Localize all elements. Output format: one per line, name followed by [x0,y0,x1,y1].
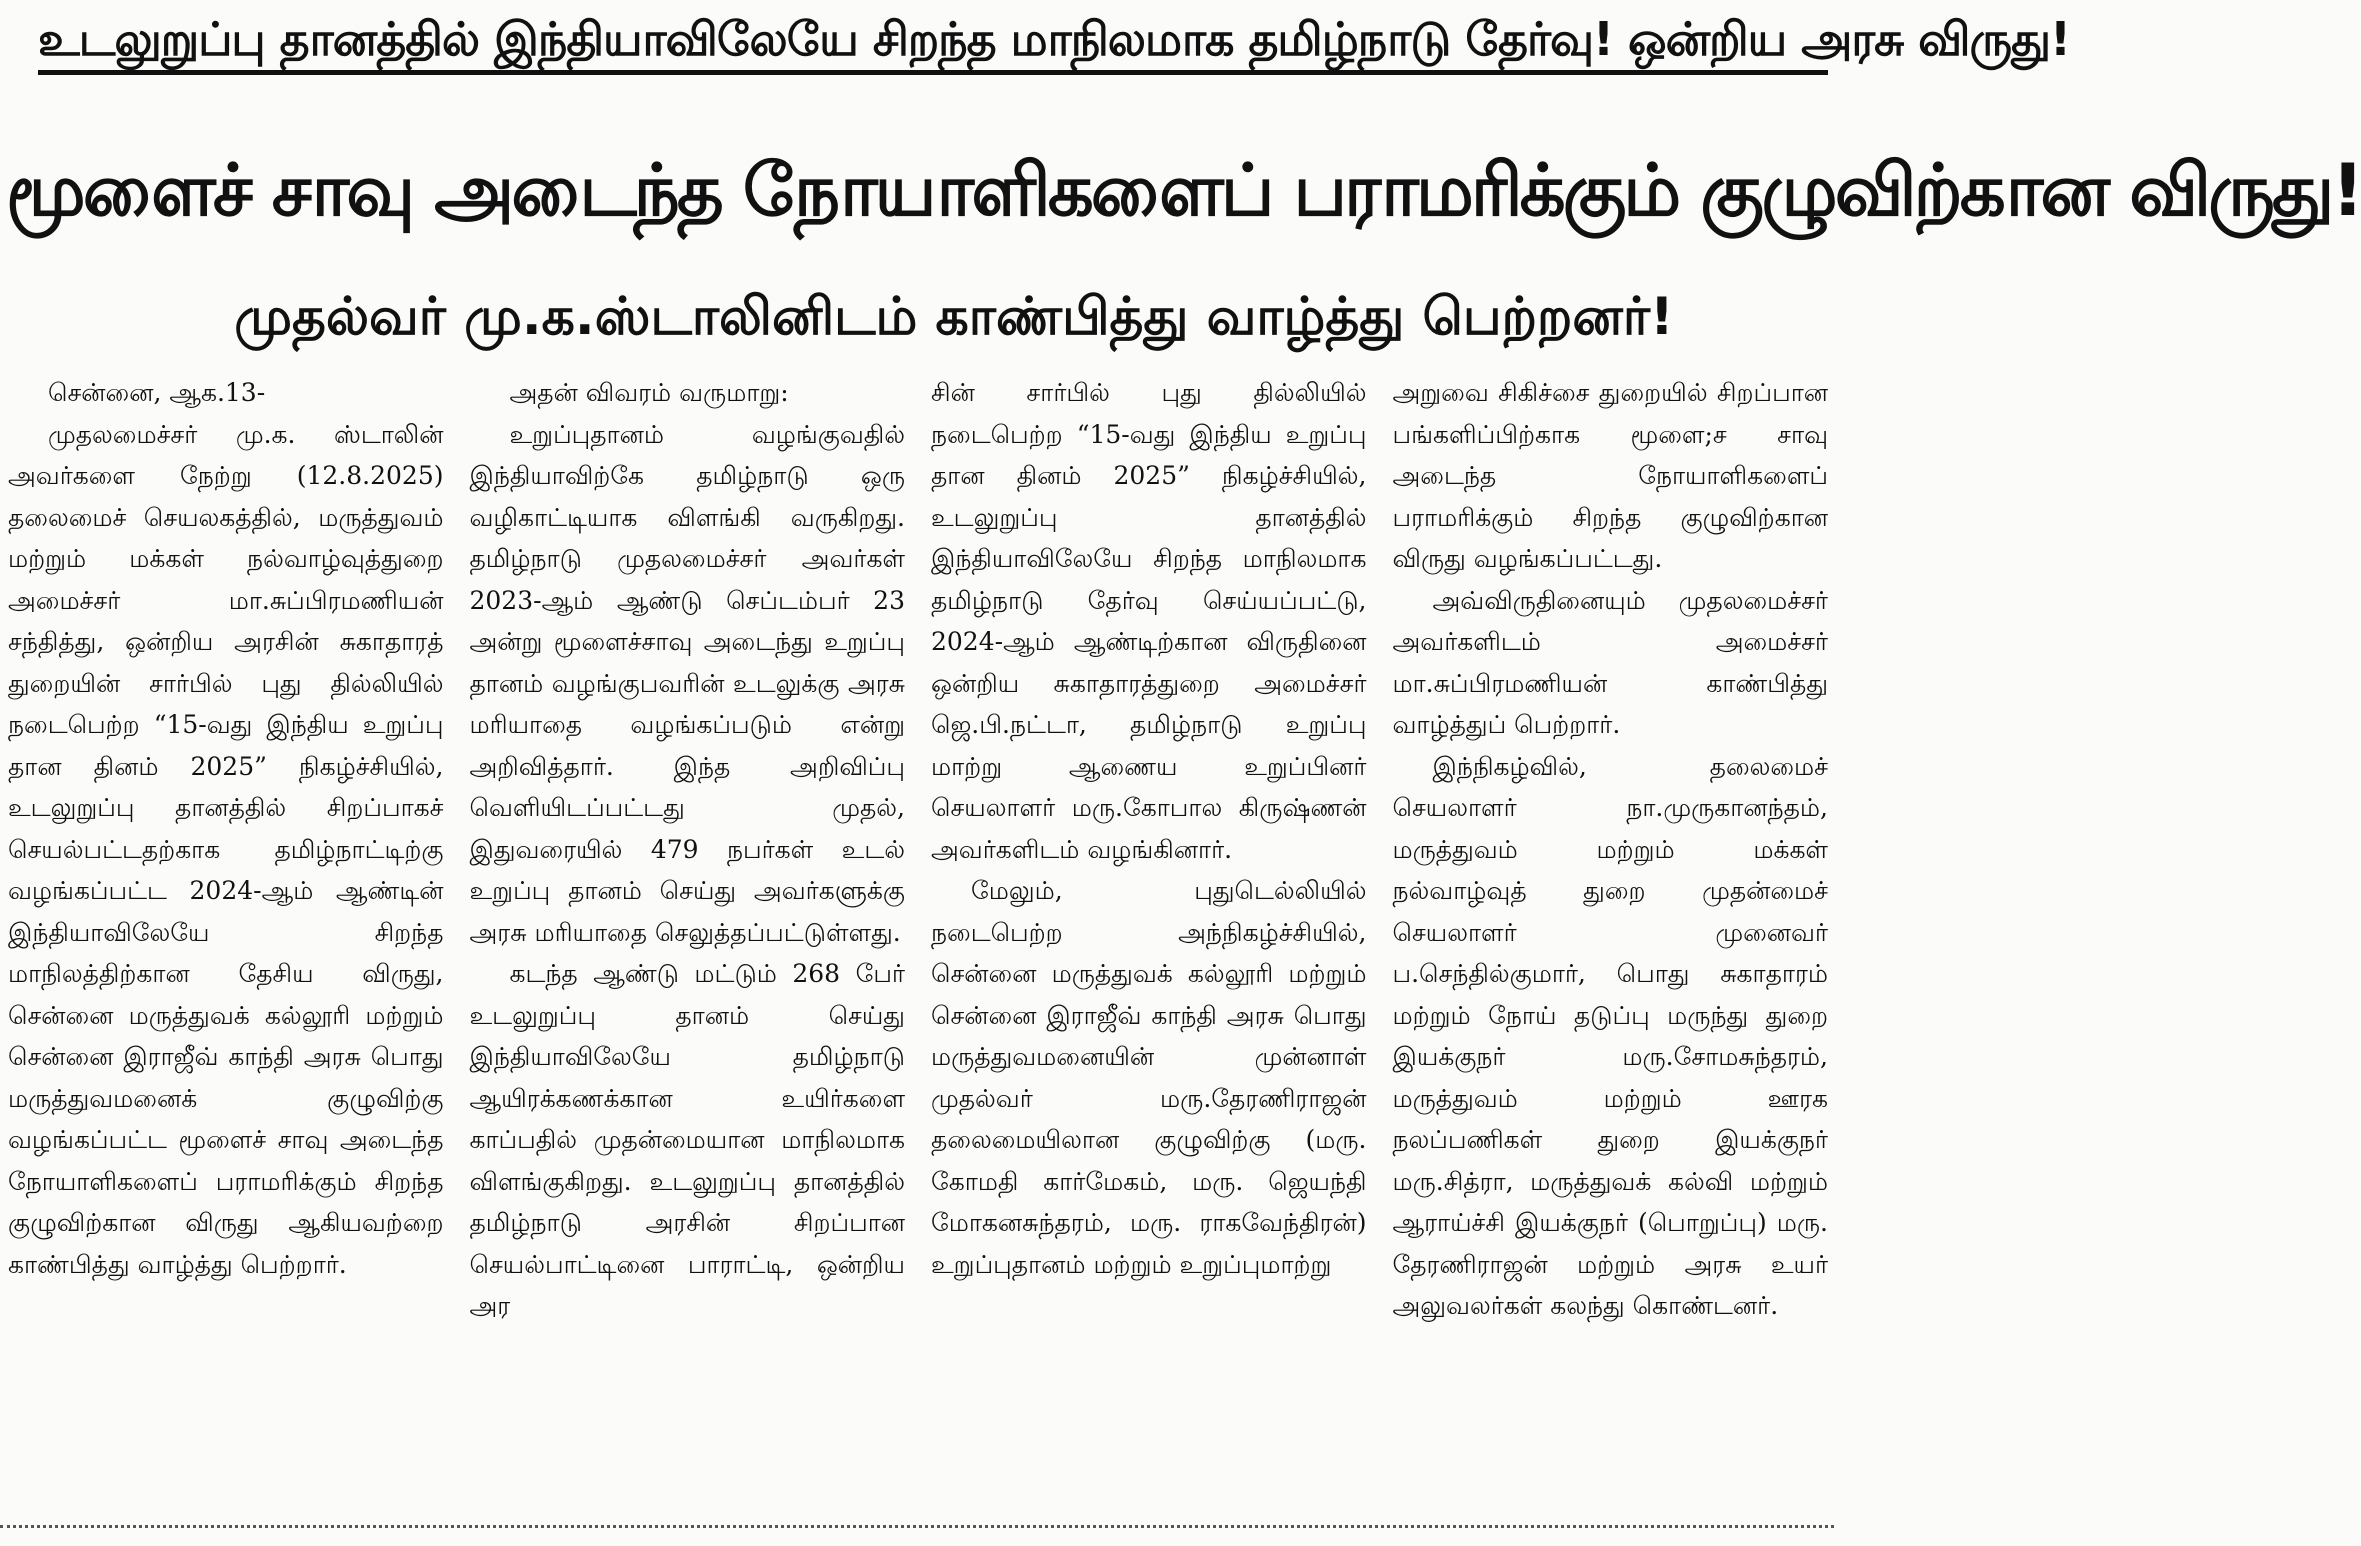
dateline: சென்னை, ஆக.13- [48,378,266,407]
bottom-dotted-divider [0,1525,1834,1528]
article-paragraph: கடந்த ஆண்டு மட்டும் 268 பேர் உடலுறுப்பு தானம் செய்து இந்தியாவிலேயே தமிழ்நாடு ஆயிரக்கணக்கான உயிர்களை காப்பதில் முதன்மையான மாநிலமாக விளங்குகிறது. உடலுறுப்பு தானத்தில் தமிழ்நாடு அரசின் சிறப்பான செயல்பாட்டினை பாராட்டி, ஒன்றிய அர [469,959,905,1320]
article-body [8,372,1828,1512]
article-column-4 [1393,372,1829,1512]
article-paragraph: முதலமைச்சர் மு.க. ஸ்டாலின் அவர்களை நேற்று (12.8.2025) தலைமைச் செயலகத்தில், மருத்துவம் மற்றும் மக்கள் நல்வாழ்வுத்துறை அமைச்சர் மா.சுப்பிரமணியன் சந்தித்து, ஒன்றிய அரசின் சுகாதாரத் துறையின் சார்பில் புது தில்லியில் நடைபெற்ற “15-வது இந்திய உறுப்பு தான தினம் 2025” நிகழ்ச்சியில், உடலுறுப்பு தானத்தில் சிறப்பாகச் செயல்பட்டதற்காக தமிழ்நாட்டிற்கு வழங்கப்பட்ட 2024-ஆம் ஆண்டின் இந்தியாவிலேயே சிறந்த மாநிலத்திற்கான தேசிய விருது, சென்னை மருத்துவக் கல்லூரி மற்றும் சென்னை இராஜீவ் காந்தி அரசு பொது மருத்துவமனைக் குழுவிற்கு வழங்கப்பட்ட மூளைச் சாவு அடைந்த நோயாளிகளைப் பராமரிக்கும் சிறந்த குழுவிற்கான விருது ஆகியவற்றை காண்பித்து வாழ்த்து பெற்றார். [8,419,444,1279]
article-paragraph: அவ்விருதினையும் முதலமைச்சர் அவர்களிடம் அமைச்சர் மா.சுப்பிரமணியன் காண்பித்து வாழ்த்துப் பெற்றார். [1392,585,1828,739]
article-column-3 [931,372,1367,1512]
article-paragraph: இந்நிகழ்வில், தலைமைச் செயலாளர் நா.முருகானந்தம், மருத்துவம் மற்றும் மக்கள் நல்வாழ்வுத் துறை முதன்மைச் செயலாளர் முனைவர் ப.செந்தில்குமார், பொது சுகாதாரம் மற்றும் நோய் தடுப்பு மருந்து துறை இயக்குநர் மரு.சோமசுந்தரம், மருத்துவம் மற்றும் ஊரக நலப்பணிகள் துறை இயக்குநர் மரு.சித்ரா, மருத்துவக் கல்வி மற்றும் ஆராய்ச்சி இயக்குநர் (பொறுப்பு) மரு. தேரணிராஜன் மற்றும் அரசு உயர் அலுவலர்கள் கலந்து கொண்டனர். [1392,751,1828,1320]
article-column-2 [470,372,906,1512]
article-paragraph: அறுவை சிகிச்சை துறையில் சிறப்பான பங்களிப்பிற்காக மூளை;ச சாவு அடைந்த நோயாளிகளைப் பராமரிக்கும் சிறந்த குழுவிற்கான விருது வழங்கப்பட்டது. [1392,378,1828,573]
kicker-headline: உடலுறுப்பு தானத்தில் இந்தியாவிலேயே சிறந்த மாநிலமாக தமிழ்நாடு தேர்வு! ஒன்றிய அரசு விருது! [38,12,2070,66]
article-paragraph: அதன் விவரம் வருமாறு: [509,378,789,407]
sub-headline: முதல்வர் மு.க.ஸ்டாலினிடம் காண்பித்து வாழ்த்து பெற்றனர்! [234,287,1674,347]
main-headline: மூளைச் சாவு அடைந்த நோயாளிகளைப் பராமரிக்கும் குழுவிற்கான விருது! [6,148,2361,232]
kicker-underline [38,70,1828,75]
article-paragraph: மேலும், புதுடெல்லியில் நடைபெற்ற அந்நிகழ்ச்சியில், சென்னை மருத்துவக் கல்லூரி மற்றும் சென்னை இராஜீவ் காந்தி அரசு பொது மருத்துவமனையின் முன்னாள் முதல்வர் மரு.தேரணிராஜன் தலைமையிலான குழுவிற்கு (மரு. கோமதி கார்மேகம், மரு. ஜெயந்தி மோகனசுந்தரம், மரு. ராகவேந்திரன்) உறுப்புதானம் மற்றும் உறுப்புமாற்று [931,876,1367,1279]
article-paragraph: சின் சார்பில் புது தில்லியில் நடைபெற்ற “15-வது இந்திய உறுப்பு தான தினம் 2025” நிகழ்ச்சியில், உடலுறுப்பு தானத்தில் இந்தியாவிலேயே சிறந்த மாநிலமாக தமிழ்நாடு தேர்வு செய்யப்பட்டு, 2024-ஆம் ஆண்டிற்கான விருதினை ஒன்றிய சுகாதாரத்துறை அமைச்சர் ஜெ.பி.நட்டா, தமிழ்நாடு உறுப்பு மாற்று ஆணைய உறுப்பினர் செயலாளர் மரு.கோபால கிருஷ்ணன் அவர்களிடம் வழங்கினார். [931,378,1367,864]
article-column-1 [8,372,444,1512]
article-paragraph: உறுப்புதானம் வழங்குவதில் இந்தியாவிற்கே தமிழ்நாடு ஒரு வழிகாட்டியாக விளங்கி வருகிறது. தமிழ்நாடு முதலமைச்சர் அவர்கள் 2023-ஆம் ஆண்டு செப்டம்பர் 23 அன்று மூளைச்சாவு அடைந்து உறுப்பு தானம் வழங்குபவரின் உடலுக்கு அரசு மரியாதை வழங்கப்படும் என்று அறிவித்தார். இந்த அறிவிப்பு வெளியிடப்பட்டது முதல், இதுவரையில் 479 நபர்கள் உடல் உறுப்பு தானம் செய்து அவர்களுக்கு அரசு மரியாதை செலுத்தப்பட்டுள்ளது. [469,419,905,947]
